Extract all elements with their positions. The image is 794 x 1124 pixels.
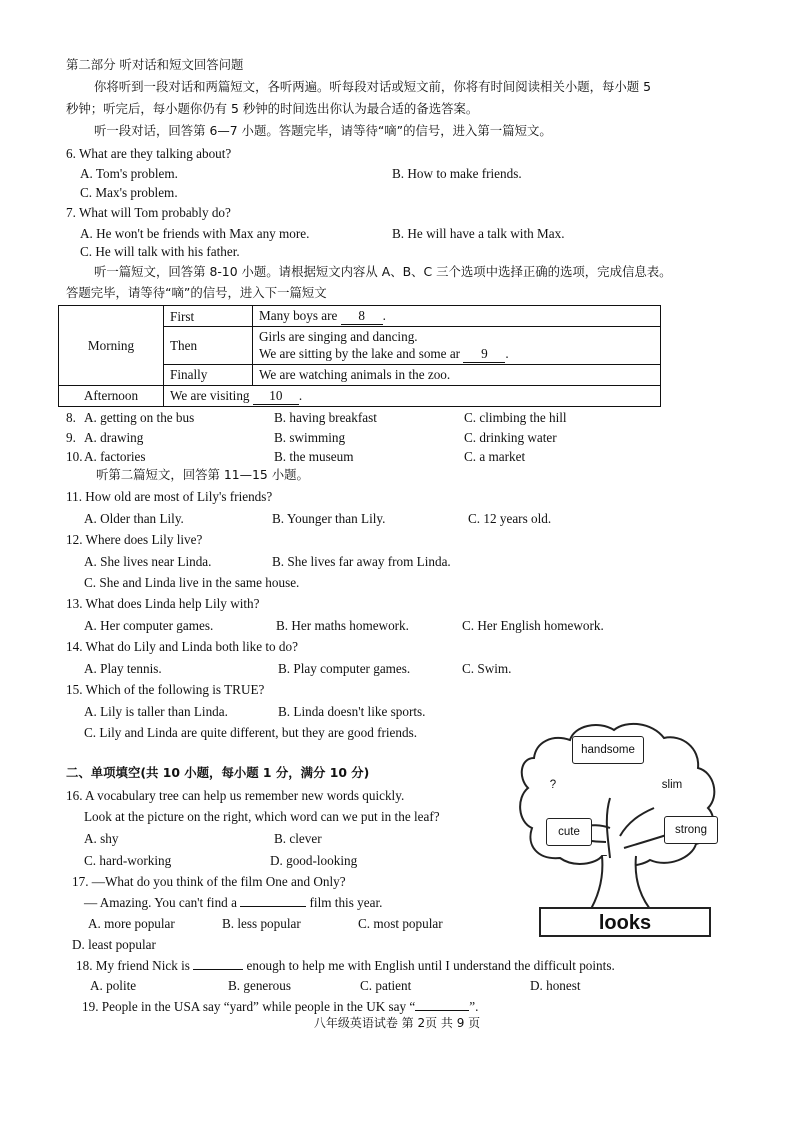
q7-option-a: A. He won't be friends with Max any more. [80, 226, 310, 241]
q16-option-a: A. shy [84, 831, 119, 846]
leaf-slim: slim [648, 772, 696, 798]
q14-option-b: B. Play computer games. [278, 661, 411, 676]
q9-option-a: A. drawing [84, 430, 144, 445]
q15-option-a: A. Lily is taller than Linda. [84, 704, 228, 719]
q18-stem-part1: 18. My friend Nick is [76, 958, 190, 973]
q11-option-c: C. 12 years old. [468, 511, 552, 526]
q10-option-c: C. a market [464, 449, 526, 464]
q11-option-b: B. Younger than Lily. [272, 511, 386, 526]
q18-stem-part2: enough to help me with English until I understand the difficult points. [246, 958, 615, 973]
q15-option-b: B. Linda doesn't like sports. [278, 704, 426, 719]
q17-option-b: B. less popular [222, 916, 301, 931]
q19-stem-part2: ”. [469, 999, 479, 1014]
q15-option-c: C. Lily and Linda are quite different, but they are good friends. [84, 725, 418, 740]
table-finally-label: Finally [164, 365, 253, 385]
q7-option-c: C. He will talk with his father. [80, 244, 240, 259]
q7-option-b: B. He will have a talk with Max. [392, 226, 565, 241]
q9-option-c: C. drinking water [464, 430, 557, 445]
table-then-cell: Girls are singing and dancing. We are sitting by the lake and some ar 9 . [253, 327, 661, 365]
passage2-instruction: 听第二篇短文，回答第 11—15 小题。 [96, 467, 309, 482]
passage1-instruction-line1: 听一篇短文，回答第 8-10 小题。请根据短文内容从 A、B、C 三个选项中选择正确的选项，完成信息表。 [94, 264, 672, 279]
q8-option-c: C. climbing the hill [464, 410, 567, 425]
q13-stem: 13. What does Linda help Lily with? [66, 596, 260, 611]
vocabulary-tree-picture [514, 718, 724, 940]
q11-option-a: A. Older than Lily. [84, 511, 184, 526]
q14-option-a: A. Play tennis. [84, 661, 162, 676]
table-first-label: First [164, 306, 253, 327]
table-then-line2: We are sitting by the lake and some ar [259, 346, 461, 362]
q17-option-c: C. most popular [358, 916, 443, 931]
q7-stem: 7. What will Tom probably do? [66, 205, 231, 220]
q6-option-c: C. Max's problem. [80, 185, 178, 200]
table-first-text: Many boys are [259, 308, 338, 323]
q6-option-b: B. How to make friends. [392, 166, 522, 181]
q12-option-b: B. She lives far away from Linda. [272, 554, 451, 569]
q12-stem: 12. Where does Lily live? [66, 532, 203, 547]
leaf-unknown: ? [534, 772, 572, 798]
q10-option-a: A. factories [84, 449, 146, 464]
section2-heading: 二、单项填空(共 10 小题，每小题 1 分，满分 10 分) [66, 765, 370, 780]
q13-option-b: B. Her maths homework. [276, 618, 409, 633]
page-footer: 八年级英语试卷 第 2页 共 9 页 [313, 1016, 481, 1030]
part2-instruction-line1: 你将听到一段对话和两篇短文，各听两遍。听每段对话或短文前，你将有时间阅读相关小题，每小题 5 [94, 79, 652, 94]
dialogue-instruction: 听一段对话，回答第 6—7 小题。答题完毕，请等待“嘀”的信号，进入第一篇短文。 [94, 123, 552, 138]
blank-8[interactable]: 8 [341, 307, 383, 325]
blank-10[interactable]: 10 [253, 387, 299, 405]
q6-option-a: A. Tom's problem. [80, 166, 178, 181]
trunk-label: looks [598, 912, 652, 934]
q16-option-c: C. hard-working [84, 853, 172, 868]
q17-stem-part1: — Amazing. You can't find a [84, 895, 237, 910]
q9-number: 9. [66, 430, 76, 445]
q18-option-d: D. honest [530, 978, 581, 993]
q14-option-c: C. Swim. [462, 661, 512, 676]
info-table [58, 305, 661, 407]
blank-9[interactable]: 9 [463, 345, 505, 363]
q18-blank[interactable] [193, 969, 243, 970]
leaf-handsome: handsome [572, 736, 644, 764]
table-afternoon-label: Afternoon [59, 385, 164, 406]
q17-blank[interactable] [240, 906, 306, 907]
part2-heading: 第二部分 听对话和短文回答问题 [66, 57, 244, 72]
q17-stem-part2: film this year. [309, 895, 383, 910]
table-then-line1: Girls are singing and dancing. [259, 329, 418, 345]
q10-number: 10. [66, 449, 83, 464]
table-finally-text: We are watching animals in the zoo. [253, 365, 661, 385]
q12-option-a: A. She lives near Linda. [84, 554, 212, 569]
q19-stem [82, 999, 478, 1015]
part2-instruction-line2: 秒钟；听完后，每小题你仍有 5 秒钟的时间选出你认为最合适的备选答案。 [66, 101, 479, 116]
q16-stem-line1: 16. A vocabulary tree can help us remember new words quickly. [66, 788, 405, 803]
table-afternoon-text: We are visiting [170, 387, 250, 403]
leaf-cute: cute [546, 818, 592, 846]
q17-option-d: D. least popular [72, 937, 156, 952]
table-afternoon-cell: We are visiting 10 . [164, 385, 661, 406]
q19-blank[interactable] [415, 1010, 469, 1011]
q16-option-d: D. good-looking [270, 853, 358, 868]
q18-option-c: C. patient [360, 978, 412, 993]
q16-stem-line2: Look at the picture on the right, which word can we put in the leaf? [84, 809, 440, 824]
q14-stem: 14. What do Lily and Linda both like to do? [66, 639, 298, 654]
q17-option-a: A. more popular [88, 916, 175, 931]
table-morning-label: Morning [59, 306, 164, 386]
q15-stem: 15. Which of the following is TRUE? [66, 682, 265, 697]
q19-stem-part1: 19. People in the USA say “yard” while people in the UK say “ [82, 999, 416, 1014]
q17-stem-line1: 17. —What do you think of the film One and Only? [72, 874, 346, 889]
leaf-strong: strong [664, 816, 718, 844]
q10-option-b: B. the museum [274, 449, 354, 464]
q18-option-b: B. generous [228, 978, 291, 993]
q12-option-c: C. She and Linda live in the same house. [84, 575, 300, 590]
q6-stem: 6. What are they talking about? [66, 146, 232, 161]
passage1-instruction-line2: 答题完毕，请等待“嘀”的信号，进入下一篇短文 [66, 285, 327, 300]
q8-number: 8. [66, 410, 76, 425]
q18-option-a: A. polite [90, 978, 137, 993]
table-first-cell: Many boys are 8 . [253, 306, 661, 327]
q8-option-a: A. getting on the bus [84, 410, 195, 425]
table-then-label: Then [164, 327, 253, 365]
q17-stem-line2 [84, 895, 382, 911]
q13-option-c: C. Her English homework. [462, 618, 604, 633]
q9-option-b: B. swimming [274, 430, 346, 445]
q13-option-a: A. Her computer games. [84, 618, 214, 633]
q16-option-b: B. clever [274, 831, 322, 846]
q8-option-b: B. having breakfast [274, 410, 377, 425]
q11-stem: 11. How old are most of Lily's friends? [66, 489, 273, 504]
q18-stem [76, 958, 615, 974]
